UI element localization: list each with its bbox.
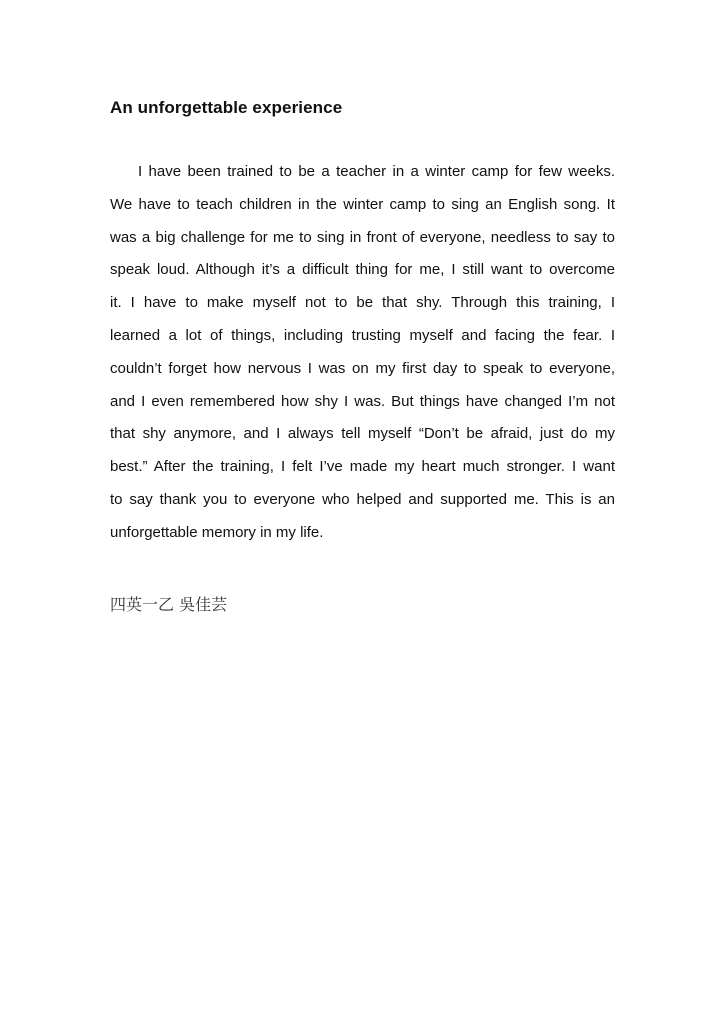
essay-line: best.” After the training, I felt I’ve made my heart much stronger. I want: [110, 458, 615, 476]
essay-line: speak loud. Although it’s a difficult thing for me, I still want to overcome: [110, 261, 615, 279]
essay-line: it. I have to make myself not to be that shy. Through this training, I: [110, 294, 615, 312]
essay-line: was a big challenge for me to sing in front of everyone, needless to say to: [110, 228, 615, 246]
essay-line: I have been trained to be a teacher in a winter camp for few weeks.: [138, 163, 615, 180]
essay-line: couldn’t forget how nervous I was on my first day to speak to everyone,: [110, 359, 615, 377]
essay-body: [110, 156, 615, 550]
author-signature: 四英一乙 吳佳芸: [110, 595, 228, 614]
essay-line: that shy anymore, and I always tell myself “Don’t be afraid, just do my: [110, 425, 615, 443]
document-title: An unforgettable experience: [110, 98, 343, 117]
essay-line: We have to teach children in the winter camp to sing an English song. It: [110, 195, 615, 213]
essay-line: and I even remembered how shy I was. But things have changed I’m not: [110, 392, 615, 410]
essay-line: learned a lot of things, including trusting myself and facing the fear. I: [110, 326, 615, 344]
essay-line: to say thank you to everyone who helped and supported me. This is an: [110, 490, 615, 508]
essay-line: unforgettable memory in my life.: [110, 523, 324, 541]
